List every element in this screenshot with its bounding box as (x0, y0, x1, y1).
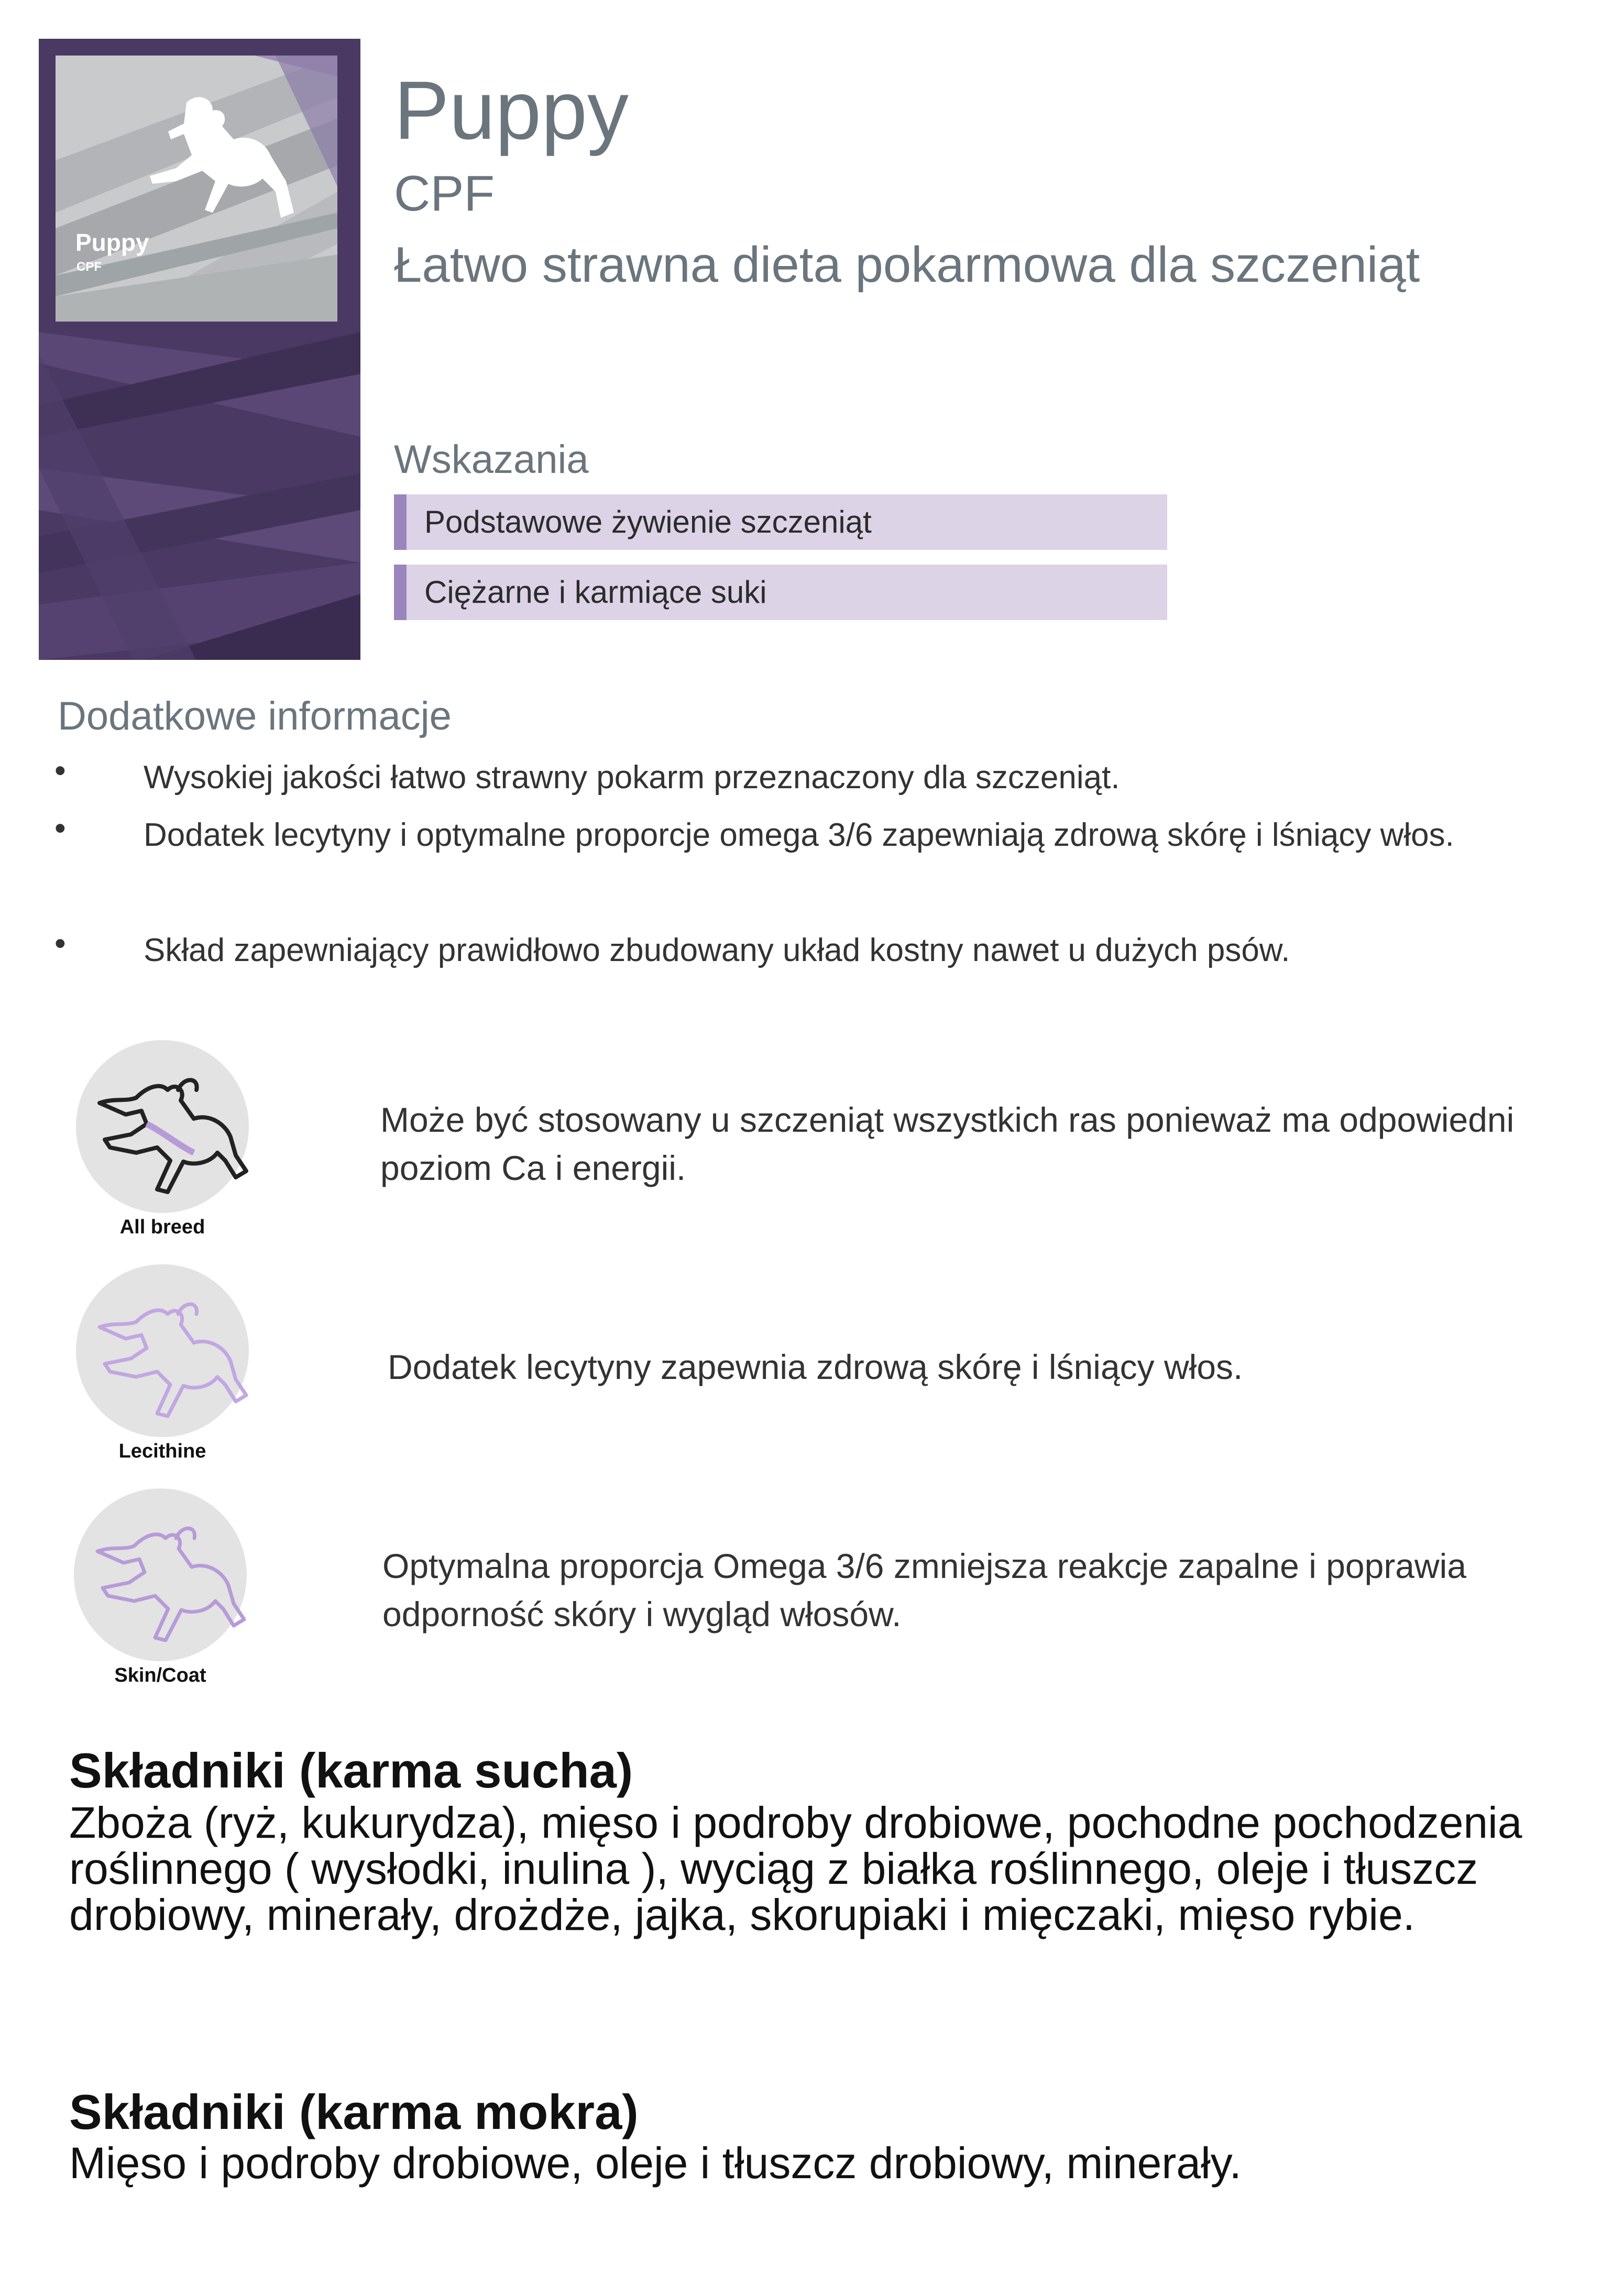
indication-item: Podstawowe żywienie szczeniąt (394, 494, 1167, 550)
dog-icon (68, 1040, 257, 1213)
feature-description: Może być stosowany u szczeniąt wszystkich ras ponieważ ma odpowiedni poziom Ca i energii. (380, 1100, 1515, 1187)
feature-caption: Lecithine (118, 1440, 206, 1462)
indication-item: Ciężarne i karmiące suki (394, 565, 1167, 620)
product-package-image (39, 39, 360, 660)
bullet-text: Wysokiej jakości łatwo strawny pokarm przeznaczony dla szczeniąt. (144, 759, 1120, 796)
ingredients-wet-text: Mięso i podroby drobiowe, oleje i tłuszcz drobiowy, minerały. (69, 2140, 1242, 2188)
dog-icon (66, 1488, 255, 1661)
ingredients-dry-heading: Składniki (karma sucha) (69, 1743, 633, 1798)
ingredients-dry-text: Zboża (ryż, kukurydza), mięso i podroby drobiowe, pochodne pochodzenia roślinnego ( wysłodki, inulina ), wyciąg z białka roślinnego, oleje i tłuszcz drobiowy, minerały, drożdże, jajka, skorupiaki i mięczaki, mięso rybie. (69, 1798, 1522, 1939)
feature-description: Dodatek lecytyny zapewnia zdrową skórę i lśniący włos. (388, 1348, 1243, 1386)
additional-info-heading: Dodatkowe informacje (58, 694, 452, 738)
skin-coat-icon (66, 1488, 255, 1687)
page-subtitle: CPF (394, 165, 495, 222)
package-label-art (56, 56, 337, 322)
package-label (56, 56, 337, 322)
bullet-marker: • (54, 810, 66, 846)
feature-caption: Skin/Coat (114, 1664, 206, 1686)
feature-description: Optymalna proporcja Omega 3/6 zmniejsza reakcje zapalne i poprawia odporność skóry i wygląd włosów. (382, 1547, 1467, 1633)
package-product-name: Puppy (75, 229, 149, 256)
indications-heading: Wskazania (394, 437, 589, 482)
bullet-marker: • (54, 753, 66, 789)
product-tagline: Łatwo strawna dieta pokarmowa dla szczeniąt (394, 237, 1420, 293)
package-product-line: CPF (76, 260, 102, 274)
all-breed-icon (68, 1040, 257, 1239)
lecithine-icon (68, 1264, 257, 1463)
ingredients-wet-heading: Składniki (karma mokra) (69, 2084, 639, 2139)
dog-icon (68, 1264, 257, 1437)
bullet-text: Dodatek lecytyny i optymalne proporcje omega 3/6 zapewniają zdrową skórę i lśniący włos. (144, 817, 1454, 853)
page-title: Puppy (394, 64, 629, 157)
bullet-text: Skład zapewniający prawidłowo zbudowany układ kostny nawet u dużych psów. (144, 932, 1290, 968)
bullet-marker: • (54, 925, 66, 962)
feature-caption: All breed (119, 1216, 205, 1238)
